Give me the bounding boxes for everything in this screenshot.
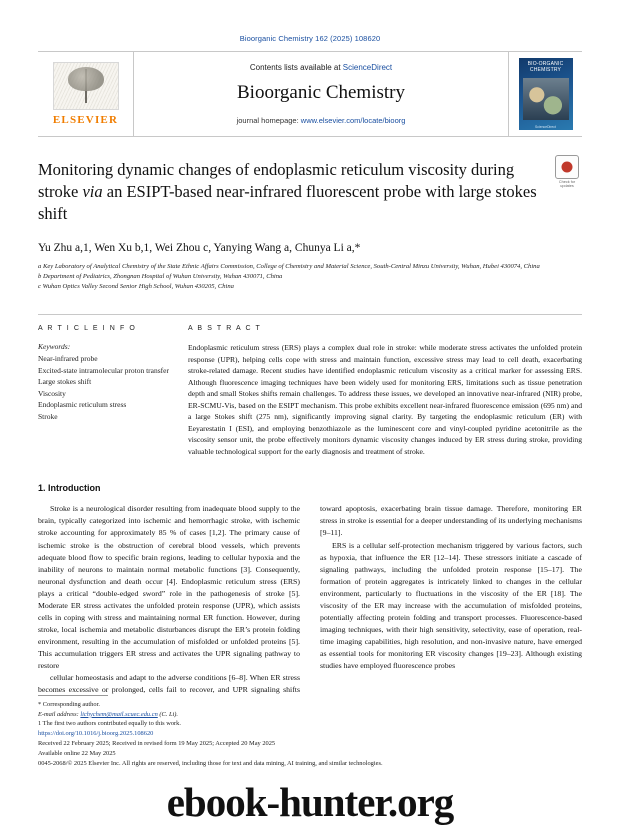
body-paragraph-1: Stroke is a neurological disorder resulting from inadequate blood supply to the brain, typically categorized into ischemic and hemorrhagic stroke, with ischemic stroke accounting for approximately 85 % of cases [1,2]. The primary cause of ischemic stroke is the obstruction of cerebral blood vessels, which prevents adequate blood flow to specific brain regions, leading to cellular hypoxia and the inability of neurons to maintain normal metabolic functions [3]. Consequently, neuronal dysfunction and death occur [4]. Endoplasmic reticulum stress (ERS) plays a critical “double-edged sword” role in the pathogenesis of stroke [5]. Moderate ER stress activates the unfolded protein response (UPR), which assists cells in coping with stress and maintaining normal ER function. However, during stroke, local ischemia and metabolic disturbances disrupt the ER’s protein folding environment, resulting in the accumulation of misfolded or unfolded proteins [5]. This accumulation triggers ER stress and activates the UPR signaling pathway to restore — [38, 504, 300, 671]
abstract-text: Endoplasmic reticulum stress (ERS) plays a complex dual role in stroke: while moderate stress activates the unfolded protein response (UPR), helping cells cope with stress and maintain function, excessive stress may lead to cell death, exacerbating stroke-related damage. Recent studies have identified endoplasmic reticulum viscosity as a critical marker for assessing ERS. Although fluorescence imaging techniques have been widely used for monitoring ERS, limitations such as tissue penetration depth and small Stokes shifts remain challenges. To address these issues, we developed an innovative near-infrared (NIR) probe, ER-SCMU-Vis, based on the ESIPT mechanism. This probe exhibits excellent near-infrared fluorescence emission (695 nm) and a large Stokes shift (275 nm), significantly improving signal clarity. By targeting the endoplasmic reticulum (ER) with Eeyarestatin I (ESI), and employing benzothiazole as the luminescent core and vinyl-coupled pyridine acetonitrile as the viscosity sensor unit, the probe effectively monitors dynamic viscosity changes induced by ER stress during stroke, providing valuable technological support for the early diagnosis and treatment of stroke. — [188, 342, 582, 456]
cover-footer: ScienceDirect — [535, 125, 556, 129]
journal-masthead — [38, 51, 582, 137]
elsevier-tree-icon — [53, 62, 119, 110]
contents-prefix: Contents lists available at — [249, 63, 341, 72]
keyword-item: Endoplasmic reticulum stress — [38, 400, 127, 410]
page-title — [38, 159, 582, 224]
homepage-prefix: journal homepage: — [236, 116, 299, 125]
section-heading-introduction — [38, 483, 582, 493]
journal-reference: Bioorganic Chemistry 162 (2025) 108620 — [239, 34, 381, 43]
sciencedirect-link[interactable]: ScienceDirect — [342, 63, 393, 72]
keyword-item: Stroke — [38, 412, 58, 422]
title-italic: via — [82, 181, 103, 201]
masthead-center — [134, 52, 508, 136]
crossmark-badge[interactable] — [552, 155, 582, 188]
watermark-banner: ebook-hunter.org — [0, 777, 620, 827]
body-paragraph-3: ERS is a cellular self-protection mechanism triggered by various factors, such as hypoxia, that influence the ER [12–14]. These stressors initiate a cascade of signaling pathways, including the unfolded protein response [15–17]. The formation of protein aggregates is intricately linked to changes in the cellular environment, particularly to fluctuations in the viscosity of the ER [18]. The viscosity of the ER may increase with the accumulation of misfolded proteins, potentially affecting protein folding and transport processes. Fluorescence-based imaging techniques, with their high sensitivity, selectivity, ease of operation, real-time imaging capabilities, high resolution, and non-invasive nature, have emerged as essential tools for monitoring ER viscosity changes [19–23]. Although existing studies have employed fluorescence probes — [320, 540, 582, 671]
keywords-label: Keywords: — [38, 341, 71, 351]
info-abstract-section — [38, 314, 582, 457]
keyword-item: Viscosity — [38, 388, 66, 398]
publisher-name: ELSEVIER — [52, 114, 119, 126]
equal-contribution-note: 1 The first two authors contributed equally to this work. — [38, 720, 181, 728]
body-columns — [38, 503, 582, 698]
affiliations — [38, 262, 582, 292]
email-label: E-mail address: — [38, 710, 79, 718]
available-online: Available online 22 May 2025 — [38, 750, 116, 758]
title-part-2: an ESIPT-based near-infrared fluorescent probe with large stokes shift — [38, 181, 537, 223]
copyright-line: 0045-2068/© 2025 Elsevier Inc. All rights are reserved, including those for text and data mining, AI training, and similar technologies. — [38, 760, 383, 768]
cover-title: BIO-ORGANIC CHEMISTRY — [527, 61, 564, 73]
article-info-column — [38, 325, 188, 457]
doi-link[interactable]: https://doi.org/10.1016/j.bioorg.2025.108620 — [38, 730, 154, 738]
footnotes — [38, 695, 283, 729]
email-suffix: (C. Li). — [159, 710, 179, 718]
corresponding-author-note: * Corresponding author. — [38, 701, 100, 709]
homepage-link[interactable]: www.elsevier.com/locate/bioorg — [300, 116, 406, 125]
contents-available-line — [140, 63, 502, 72]
abstract-heading: A B S T R A C T — [188, 324, 262, 332]
affiliation-c: c Wuhan Optics Valley Second Senior High School, Wuhan 430205, China — [38, 283, 234, 291]
title-block — [38, 159, 582, 224]
journal-homepage-line — [140, 116, 502, 125]
section-title: Introduction — [48, 483, 101, 494]
title-part-1: Monitoring dynamic changes of endoplasmic reticulum viscosity during stroke — [38, 160, 515, 201]
keyword-item: Large stokes shift — [38, 377, 92, 387]
keyword-item: Near-infrared probe — [38, 353, 98, 363]
crossmark-icon — [555, 155, 579, 179]
crossmark-label: Check for updates — [558, 180, 576, 189]
abstract-column — [188, 325, 582, 457]
affiliation-a: a Key Laboratory of Analytical Chemistry of the State Ethnic Affairs Commission, College of Chemistry and Material Science, South-Central Minzu University, Wuhan, Hubei 430074, China — [38, 263, 540, 271]
article-info-heading: A R T I C L E I N F O — [38, 324, 137, 332]
section-number: 1. — [38, 483, 46, 494]
email-link[interactable]: lichychem@mail.scuec.edu.cn — [80, 710, 158, 718]
received-dates: Received 22 February 2025; Received in revised form 19 May 2025; Accepted 20 May 2025 — [38, 740, 276, 748]
body-paragraph-2: cellular homeostasis and adapt to the adverse conditions [6–8]. When ER stress becomes excessive or prolonged, cells fail to recover, and UPR signaling shifts toward apoptosis, exacerbating brain tissue damage. Therefore, monitoring ER stress in stroke is essential for a deeper understanding of its underlying mechanisms [9–11]. — [38, 504, 582, 695]
journal-title: Bioorganic Chemistry — [237, 82, 405, 103]
publisher-logo — [38, 52, 134, 136]
footnote-divider — [38, 695, 108, 696]
keyword-item: Excited-state intramolecular proton transfer — [38, 365, 169, 375]
keywords-list — [38, 353, 170, 423]
cover-thumbnail — [519, 58, 573, 130]
publication-meta — [38, 729, 438, 769]
journal-cover — [508, 52, 582, 136]
affiliation-b: b Department of Pediatrics, Zhongnan Hospital of Wuhan University, Wuhan 430071, China — [38, 273, 283, 281]
email-note — [38, 710, 283, 720]
cover-artwork — [523, 78, 569, 120]
author-list: Yu Zhu a,1, Wen Xu b,1, Wei Zhou c, Yanying Wang a, Chunya Li a,* — [38, 242, 361, 255]
